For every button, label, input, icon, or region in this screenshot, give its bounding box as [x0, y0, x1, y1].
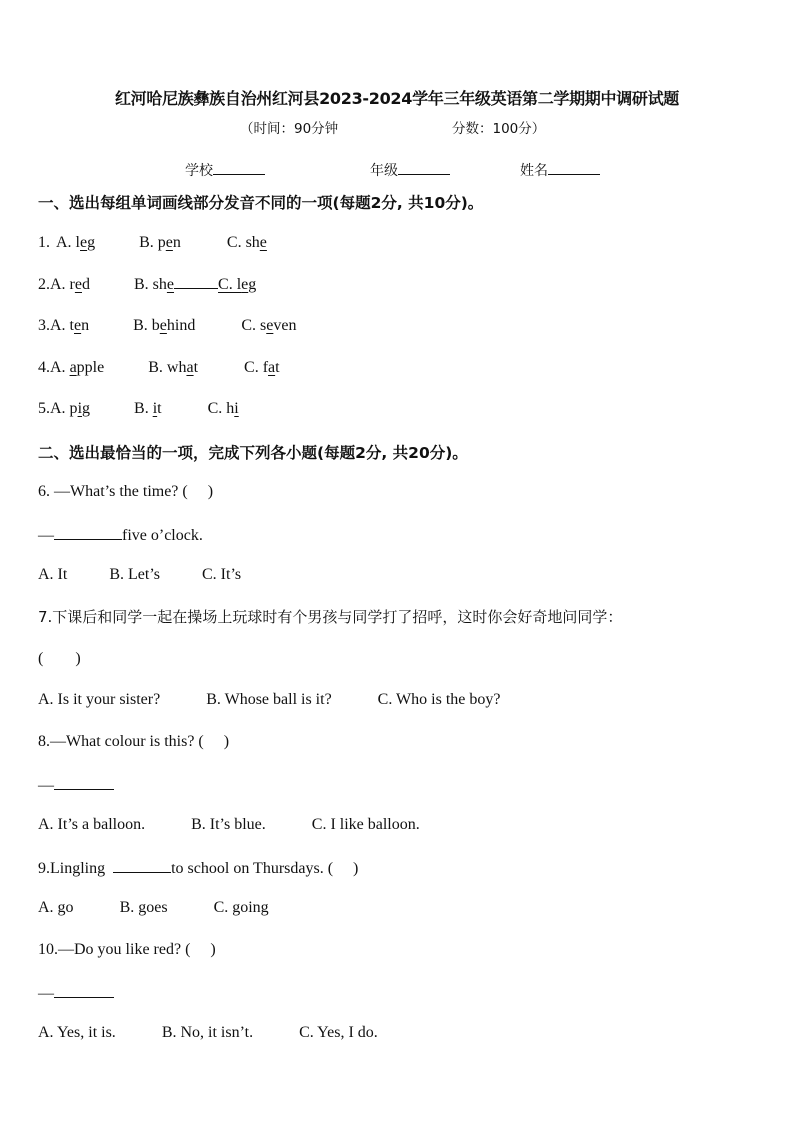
answer-text: five o’clock.	[122, 527, 203, 544]
option-c[interactable]: C. Who is the boy?	[377, 691, 501, 708]
option-b[interactable]: B. goes	[119, 899, 168, 916]
exam-title: 红河哈尼族彝族自治州红河县2023-2024学年三年级英语第二学期期中调研试题	[114, 89, 679, 108]
stem-start: 9.Lingling	[38, 860, 106, 877]
school-field[interactable]	[185, 160, 265, 180]
question-6-answer	[38, 524, 203, 546]
school-blank[interactable]	[213, 160, 265, 175]
answer-blank[interactable]	[54, 982, 114, 998]
option-a[interactable]: A. Is it your sister?	[38, 691, 161, 708]
option-b[interactable]: B. It’s blue.	[191, 816, 266, 833]
name-blank[interactable]	[548, 160, 600, 175]
name-field[interactable]	[520, 160, 600, 180]
option-c[interactable]: C. fat	[244, 359, 280, 376]
question-number: 1.	[38, 234, 50, 251]
option-a[interactable]: A. pig	[50, 400, 91, 417]
option-c[interactable]: C. she	[226, 234, 267, 251]
question-7-options	[38, 690, 500, 710]
stem-end: to school on Thursdays. ( )	[171, 860, 359, 877]
option-c[interactable]: C. Yes, I do.	[299, 1024, 378, 1041]
option-b[interactable]: B. pen	[139, 234, 181, 251]
question-10-answer	[38, 982, 114, 1004]
question-3	[38, 316, 296, 336]
option-b[interactable]: B. behind	[133, 317, 196, 334]
option-b[interactable]: B. it	[134, 400, 162, 417]
question-8-options	[38, 815, 420, 835]
question-8-stem: 8.—What colour is this? ( )	[38, 733, 230, 750]
option-c[interactable]: C. hi	[207, 400, 239, 417]
exam-score: 分数：100分）	[452, 121, 546, 137]
option-c[interactable]: C. seven	[241, 317, 297, 334]
question-number: 5.	[38, 400, 50, 417]
question-number: 2.	[38, 276, 50, 293]
question-8-answer	[38, 774, 114, 796]
exam-time: （时间：90分钟	[240, 121, 339, 137]
option-a[interactable]: A. go	[38, 899, 74, 916]
question-9-options	[38, 898, 269, 918]
option-c[interactable]: C. l	[218, 276, 242, 293]
dash: —	[38, 985, 54, 1002]
option-b[interactable]: B. she	[134, 276, 175, 293]
option-b[interactable]: B. Let’s	[109, 566, 160, 583]
name-label: 姓名	[520, 163, 548, 179]
option-a[interactable]: A. apple	[50, 359, 105, 376]
option-a[interactable]: A. leg	[56, 234, 96, 251]
option-c[interactable]: C. going	[213, 899, 269, 916]
option-c[interactable]: C. It’s	[202, 566, 242, 583]
question-1	[38, 233, 267, 253]
answer-blank[interactable]	[54, 774, 114, 790]
question-10-stem: 10.—Do you like red? ( )	[38, 941, 216, 958]
question-5	[38, 399, 239, 419]
grade-blank[interactable]	[398, 160, 450, 175]
section2-heading: 二、选出最恰当的一项，完成下列各小题(每题2分, 共20分)。	[38, 444, 468, 462]
option-c[interactable]: C. I like balloon.	[311, 816, 420, 833]
question-6-stem: 6. —What’s the time? ( )	[38, 483, 214, 500]
question-9-stem	[38, 857, 358, 879]
answer-blank[interactable]	[113, 857, 171, 873]
dash: —	[38, 777, 54, 794]
grade-field[interactable]	[370, 160, 450, 180]
question-10-options	[38, 1023, 378, 1043]
question-4	[38, 358, 280, 378]
question-number: 4.	[38, 359, 50, 376]
question-2: 2.A. red B. she C. leg	[38, 276, 257, 293]
option-a[interactable]: A. Yes, it is.	[38, 1024, 116, 1041]
question-7-stem: 7.下课后和同学一起在操场上玩球时有个男孩与同学打了招呼，这时你会好奇地问同学：	[38, 608, 623, 626]
dash: —	[38, 527, 54, 544]
school-label: 学校	[185, 163, 213, 179]
option-a[interactable]: A. It	[38, 566, 68, 583]
option-b[interactable]: B. what	[148, 359, 199, 376]
answer-blank[interactable]	[54, 524, 122, 540]
question-6-options	[38, 565, 241, 585]
underline-gap	[174, 274, 218, 289]
option-a[interactable]: A. It’s a balloon.	[38, 816, 146, 833]
question-7-paren[interactable]: ( )	[38, 650, 81, 667]
option-b[interactable]: B. Whose ball is it?	[206, 691, 332, 708]
option-a[interactable]: A. red	[50, 276, 90, 293]
option-b[interactable]: B. No, it isn’t.	[161, 1024, 254, 1041]
grade-label: 年级	[370, 163, 398, 179]
option-a[interactable]: A. ten	[50, 317, 90, 334]
section1-heading: 一、选出每组单词画线部分发音不同的一项(每题2分, 共10分)。	[38, 194, 484, 212]
question-number: 3.	[38, 317, 50, 334]
